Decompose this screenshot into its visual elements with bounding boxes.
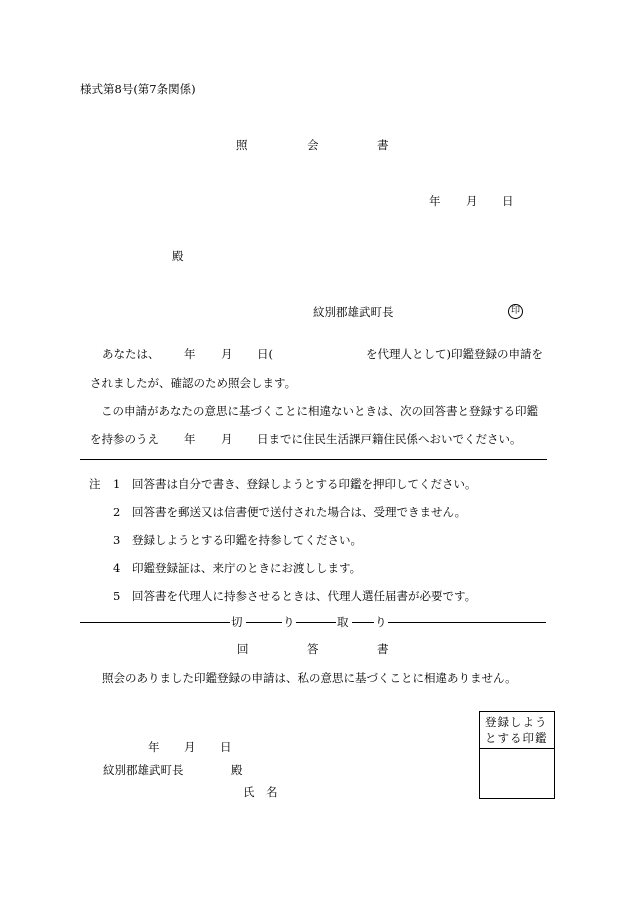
cut-line-segment [246, 622, 282, 623]
note-number: 1 [113, 477, 121, 491]
reply-date-day: 日 [220, 740, 232, 754]
body-line-4-month: 月 [221, 432, 233, 446]
body-line-1-a: あなたは、 [102, 347, 160, 361]
reply-addressee-suffix: 殿 [231, 763, 243, 777]
cut-line-segment [80, 622, 230, 623]
title-char-3: 書 [377, 138, 389, 152]
date-month: 月 [466, 194, 478, 208]
addressee-suffix: 殿 [172, 249, 184, 263]
reply-date-year: 年 [148, 740, 160, 754]
body-line-1-month: 月 [221, 347, 233, 361]
cut-line-char-3: 取 [337, 615, 349, 629]
note-text: 印鑑登録証は、来庁のときにお渡しします。 [132, 561, 362, 575]
body-line-4-a: を持参のうえ [90, 432, 159, 446]
divider-line [80, 459, 547, 460]
seal-stamp-icon: 印 [508, 304, 523, 319]
note-text: 登録しようとする印鑑を持参してください。 [132, 533, 362, 547]
note-number: 3 [113, 533, 121, 547]
reply-title-char-1: 回 [237, 642, 249, 656]
note-number: 2 [113, 505, 121, 519]
seal-box-label: 登録しようとする印鑑 [480, 712, 554, 749]
title-char-2: 会 [307, 138, 319, 152]
body-line-2: されましたが、確認のため照会します。 [90, 376, 297, 390]
note-text: 回答書は自分で書き、登録しようとする印鑑を押印してください。 [132, 477, 477, 491]
notes-label: 注 [89, 477, 101, 491]
cut-line-segment [352, 622, 374, 623]
title-char-1: 照 [236, 138, 248, 152]
cut-line-char-2: り [283, 615, 295, 629]
form-number: 様式第8号(第7条関係) [80, 82, 196, 96]
body-line-4-year: 年 [184, 432, 196, 446]
cut-line-char-1: 切 [231, 615, 243, 629]
note-number: 4 [113, 561, 121, 575]
body-line-1-b: を代理人として)印鑑登録の申請を [366, 347, 543, 361]
reply-statement: 照会のありました印鑑登録の申請は、私の意思に基づくことに相違ありません。 [102, 671, 517, 685]
body-line-1-year: 年 [184, 347, 196, 361]
reply-title-char-2: 答 [307, 642, 319, 656]
date-day: 日 [502, 194, 514, 208]
reply-title-char-3: 書 [377, 642, 389, 656]
cut-line-segment [296, 622, 336, 623]
body-line-4-b: 日までに住民生活課戸籍住民係へおいでください。 [257, 432, 522, 446]
reply-addressee: 紋別郡雄武町長 [103, 763, 184, 777]
cut-line-char-4: り [375, 615, 387, 629]
seal-impression-box [479, 711, 555, 799]
body-line-1-day: 日( [257, 347, 273, 361]
note-number: 5 [113, 589, 121, 603]
note-text: 回答書を郵送又は信書便で送付された場合は、受理できません。 [132, 505, 467, 519]
body-line-3: この申請があなたの意思に基づくことに相違ないときは、次の回答書と登録する印鑑 [101, 404, 538, 418]
note-text: 回答書を代理人に持参させるときは、代理人選任届書が必要です。 [132, 589, 477, 603]
sender-name: 紋別郡雄武町長 [313, 305, 394, 319]
cut-line-segment [388, 622, 546, 623]
name-label: 氏 名 [243, 785, 278, 799]
reply-date-month: 月 [184, 740, 196, 754]
date-year: 年 [429, 194, 441, 208]
